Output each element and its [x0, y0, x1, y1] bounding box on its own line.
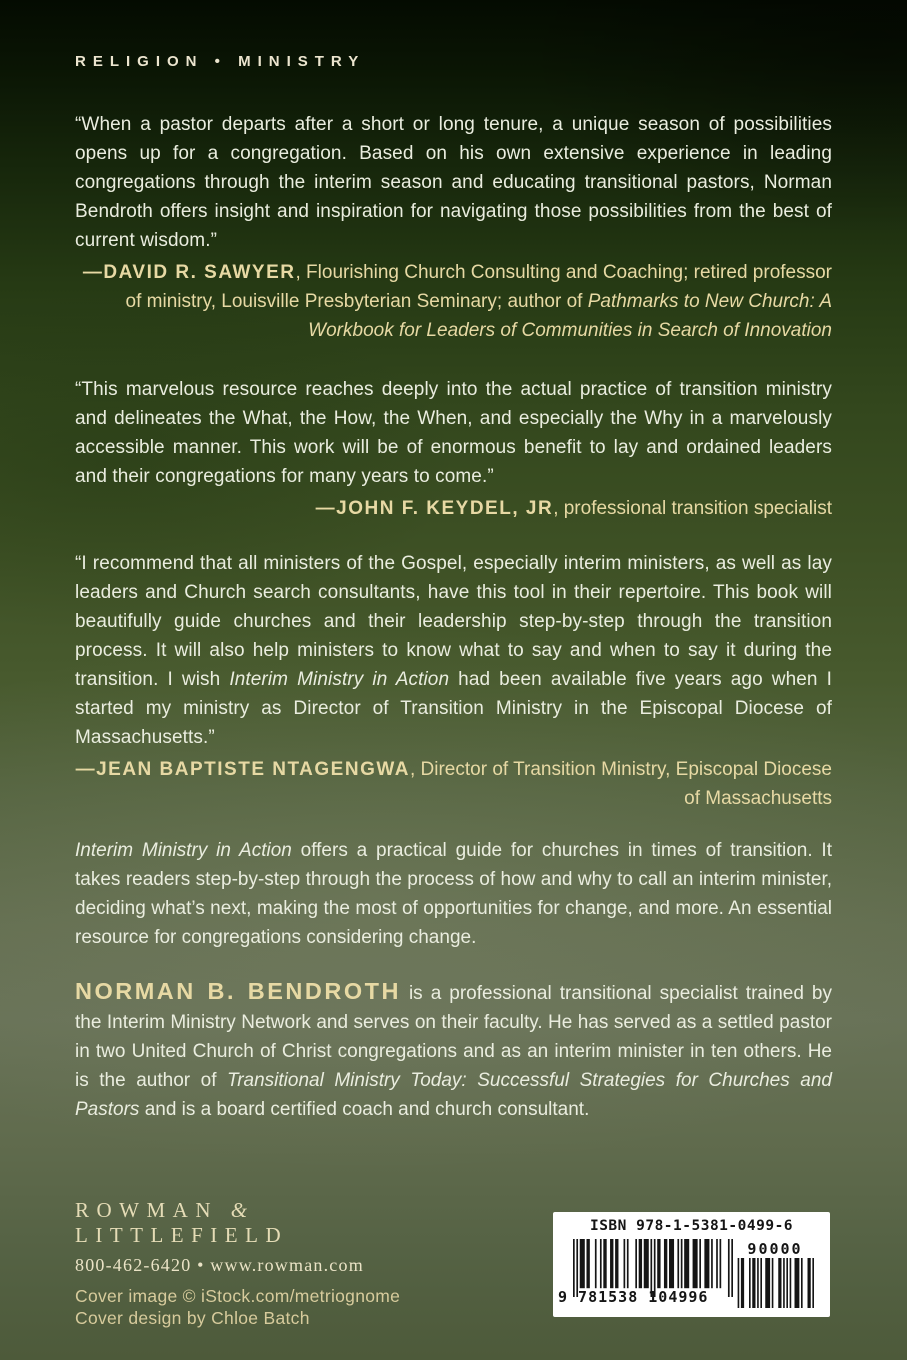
endorsement-quote-3: “I recommend that all ministers of the Gospel, especially interim ministers, as well as lay leaders and Church search consultants, have this tool in their repertoire. This book will beautifully guide churches and their leadership step-by-step through the transition process. It will also help ministers to know what to say and when to say it during the transition. I wish Interim Ministry in Action had been available five years ago when I started my ministry as Director of Transition Ministry in the Episcopal Diocese of Massachusetts.”: [75, 553, 833, 748]
cover-text-column: [75, 0, 832, 1124]
barcode-isbn-label: ISBN 978-1-5381-0499-6: [589, 1218, 794, 1234]
book-description: Interim Ministry in Action offers a practical guide for churches in times of transition. It takes readers step-by-step through the process of how and why to call an interim minister, deciding what’s next, making the most of opportunities for change, and more. An essential resource for congregations considering change.: [75, 840, 832, 948]
endorsement-attribution-3: —JEAN BAPTISTE NTAGENGWA, Director of Transition Ministry, Episcopal Diocese of Massachusetts: [75, 759, 832, 809]
endorsement-attribution-1: —DAVID R. SAWYER, Flourishing Church Consulting and Coaching; retired professor of ministry, Louisville Presbyterian Seminary; author of Pathmarks to New Church: A Workbook for Leaders of Communities in Search of Innovation: [82, 262, 832, 341]
barcode-supplement-bars: [736, 1258, 814, 1308]
endorsement-quote-2: “This marvelous resource reaches deeply into the actual practice of transition ministry and delineates the What, the How, the When, and especially the Why in a marvelously accessible manner. This work will be of enormous benefit to lay and ordained leaders and their congregations for many years to come.”: [75, 379, 832, 487]
barcode: [553, 1212, 830, 1317]
endorsement-attribution-2: —JOHN F. KEYDEL, JR, professional transition specialist: [315, 498, 832, 519]
endorsement-quote-1: “When a pastor departs after a short or long tenure, a unique season of possibilities opens up for a congregation. Based on his own extensive experience in leading congregations through the interim season and educating transitional pastors, Norman Bendroth offers insight and inspiration for navigating those possibilities from the best of current wisdom.”: [75, 114, 832, 251]
publisher-logo-line1: ROWMAN &: [75, 1198, 255, 1222]
publisher-contact: 800-462-6420 • www.rowman.com: [75, 1255, 364, 1275]
cover-design-credit: Cover design by Chloe Batch: [75, 1308, 310, 1328]
cover-image-credit: Cover image © iStock.com/metriognome: [75, 1286, 401, 1306]
category-label: RELIGION • MINISTRY: [75, 53, 366, 70]
author-bio: NORMAN B. BENDROTH is a professional transitional specialist trained by the Interim Ministry Network and serves on their faculty. He has served as a settled pastor in two United Church of Christ congregations and as an interim minister in ten others. He is the author of Transitional Ministry Today: Successful Strategies for Churches and Pastors and is a board certified coach and church consultant.: [75, 978, 832, 1120]
publisher-logo-line2: LITTLEFIELD: [75, 1223, 289, 1247]
barcode-supplement: [734, 1241, 816, 1313]
barcode-number: 9 781538 104996: [558, 1288, 709, 1306]
barcode-price-code: 90000: [747, 1240, 803, 1258]
publisher-block: [75, 1198, 400, 1329]
